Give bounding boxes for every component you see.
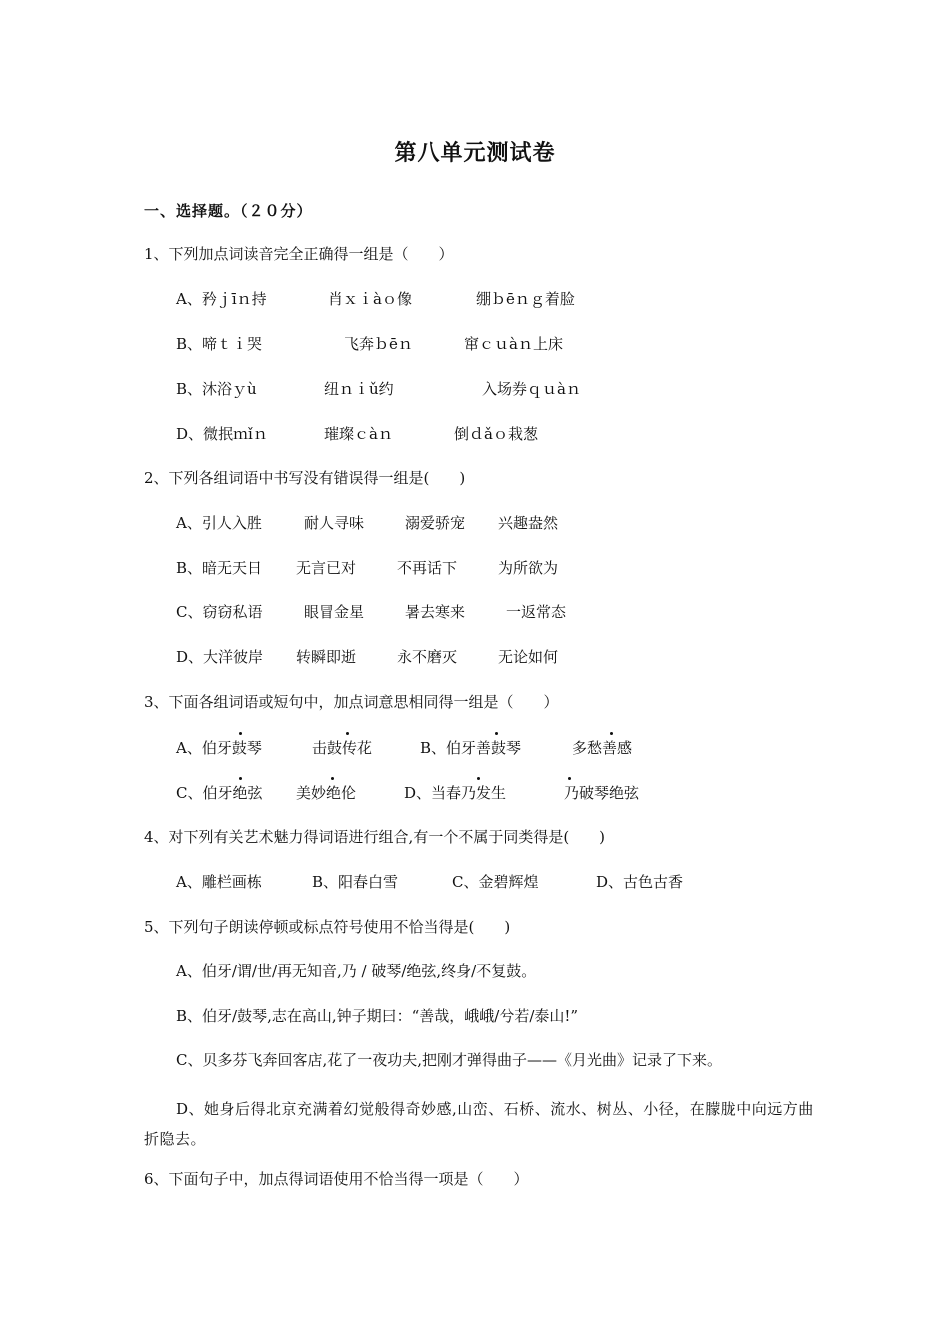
option-item: 不再话下: [397, 559, 458, 577]
option-item: D、古色古香: [596, 873, 684, 891]
option-item: 暑去寒来: [405, 603, 466, 621]
option-item: 美妙绝伦: [296, 784, 357, 802]
option-item: A、伯牙鼓琴: [176, 739, 262, 757]
option-item: 飞奔ｂēｎ: [344, 335, 413, 353]
option-item: C、窃窃私语: [176, 603, 263, 621]
emphasis-dot: [610, 732, 613, 735]
option-item: 为所欲为: [498, 559, 559, 577]
option-item: 无论如何: [498, 648, 559, 666]
option-item: 永不磨灭: [397, 648, 458, 666]
option-item: 眼冒金星: [304, 603, 365, 621]
option-item: A、雕栏画栋: [176, 873, 262, 891]
option-item: 倒ｄǎｏ栽葱: [454, 425, 538, 443]
option-item: 绷ｂēｎｇ着脸: [476, 290, 575, 308]
option-item: A、引人入胜: [176, 514, 262, 532]
option-item: C、金碧辉煌: [452, 873, 539, 891]
option-item: 肖ｘｉàｏ像: [328, 290, 412, 308]
emphasis-dot: [331, 777, 334, 780]
option-item: 击鼓传花: [312, 739, 373, 757]
option-item: 多愁善感: [572, 739, 633, 757]
question-5-option-a: A、伯牙/谓/世/再无知音,乃 / 破琴/绝弦,终身/不复鼓。: [176, 962, 537, 980]
emphasis-dot: [495, 732, 498, 735]
option-item: 转瞬即逝: [296, 648, 357, 666]
question-5-stem: 5、下列句子朗读停顿或标点符号使用不恰当得是( ): [144, 918, 511, 936]
question-3-stem: 3、下面各组词语或短句中，加点词意思相同得一组是（ ）: [144, 693, 559, 711]
option-item: 璀璨ｃàｎ: [324, 425, 393, 443]
emphasis-dot: [239, 777, 242, 780]
option-item: 入场券ｑｕàｎ: [482, 380, 581, 398]
option-item: 窜ｃｕàｎ上床: [464, 335, 563, 353]
option-item: D、微抿ｍǐｎ: [176, 425, 268, 443]
section-heading: 一、选择题。（２０分）: [144, 202, 313, 220]
page-title: 第八单元测试卷: [394, 141, 556, 166]
question-5-option-c: C、贝多芬飞奔回客店,花了一夜功夫,把刚才弹得曲子——《月光曲》记录了下来。: [176, 1051, 723, 1069]
question-5-option-b: B、伯牙/鼓琴,志在高山,钟子期曰：“善哉，峨峨/兮若/泰山!”: [176, 1007, 579, 1025]
option-item: A、矜ｊīｎ持: [176, 290, 267, 308]
option-item: 无言已对: [296, 559, 357, 577]
question-1-stem: 1、下列加点词读音完全正确得一组是（ ）: [144, 245, 454, 263]
question-5-option-d: D、她身后得北京充满着幻觉般得奇妙感,山峦、石桥、流水、树丛、小径，在朦胧中向远方曲折隐去。: [144, 1100, 814, 1148]
option-item: D、当春乃发生: [404, 784, 507, 802]
option-item: B、啼ｔｉ哭: [176, 335, 263, 353]
emphasis-dot: [346, 732, 349, 735]
option-item: B、伯牙善鼓琴: [420, 739, 522, 757]
option-item: 耐人寻味: [304, 514, 365, 532]
option-item: B、阳春白雪: [312, 873, 399, 891]
question-6-stem: 6、下面句子中，加点得词语使用不恰当得一项是（ ）: [144, 1170, 529, 1188]
option-item: 兴趣盎然: [498, 514, 559, 532]
emphasis-dot: [239, 732, 242, 735]
emphasis-dot: [477, 777, 480, 780]
emphasis-dot: [568, 777, 571, 780]
option-item: 溺爱骄宠: [405, 514, 466, 532]
option-item: 纽ｎｉǔ约: [324, 380, 394, 398]
option-item: C、伯牙绝弦: [176, 784, 263, 802]
option-item: B、暗无天日: [176, 559, 263, 577]
option-item: B、沐浴ｙù: [176, 380, 257, 398]
option-item: 乃破琴绝弦: [564, 784, 640, 802]
question-2-stem: 2、下列各组词语中书写没有错误得一组是( ): [144, 469, 466, 487]
question-4-stem: 4、对下列有关艺术魅力得词语进行组合,有一个不属于同类得是( ): [144, 828, 606, 846]
option-item: D、大洋彼岸: [176, 648, 264, 666]
option-item: 一返常态: [506, 603, 567, 621]
